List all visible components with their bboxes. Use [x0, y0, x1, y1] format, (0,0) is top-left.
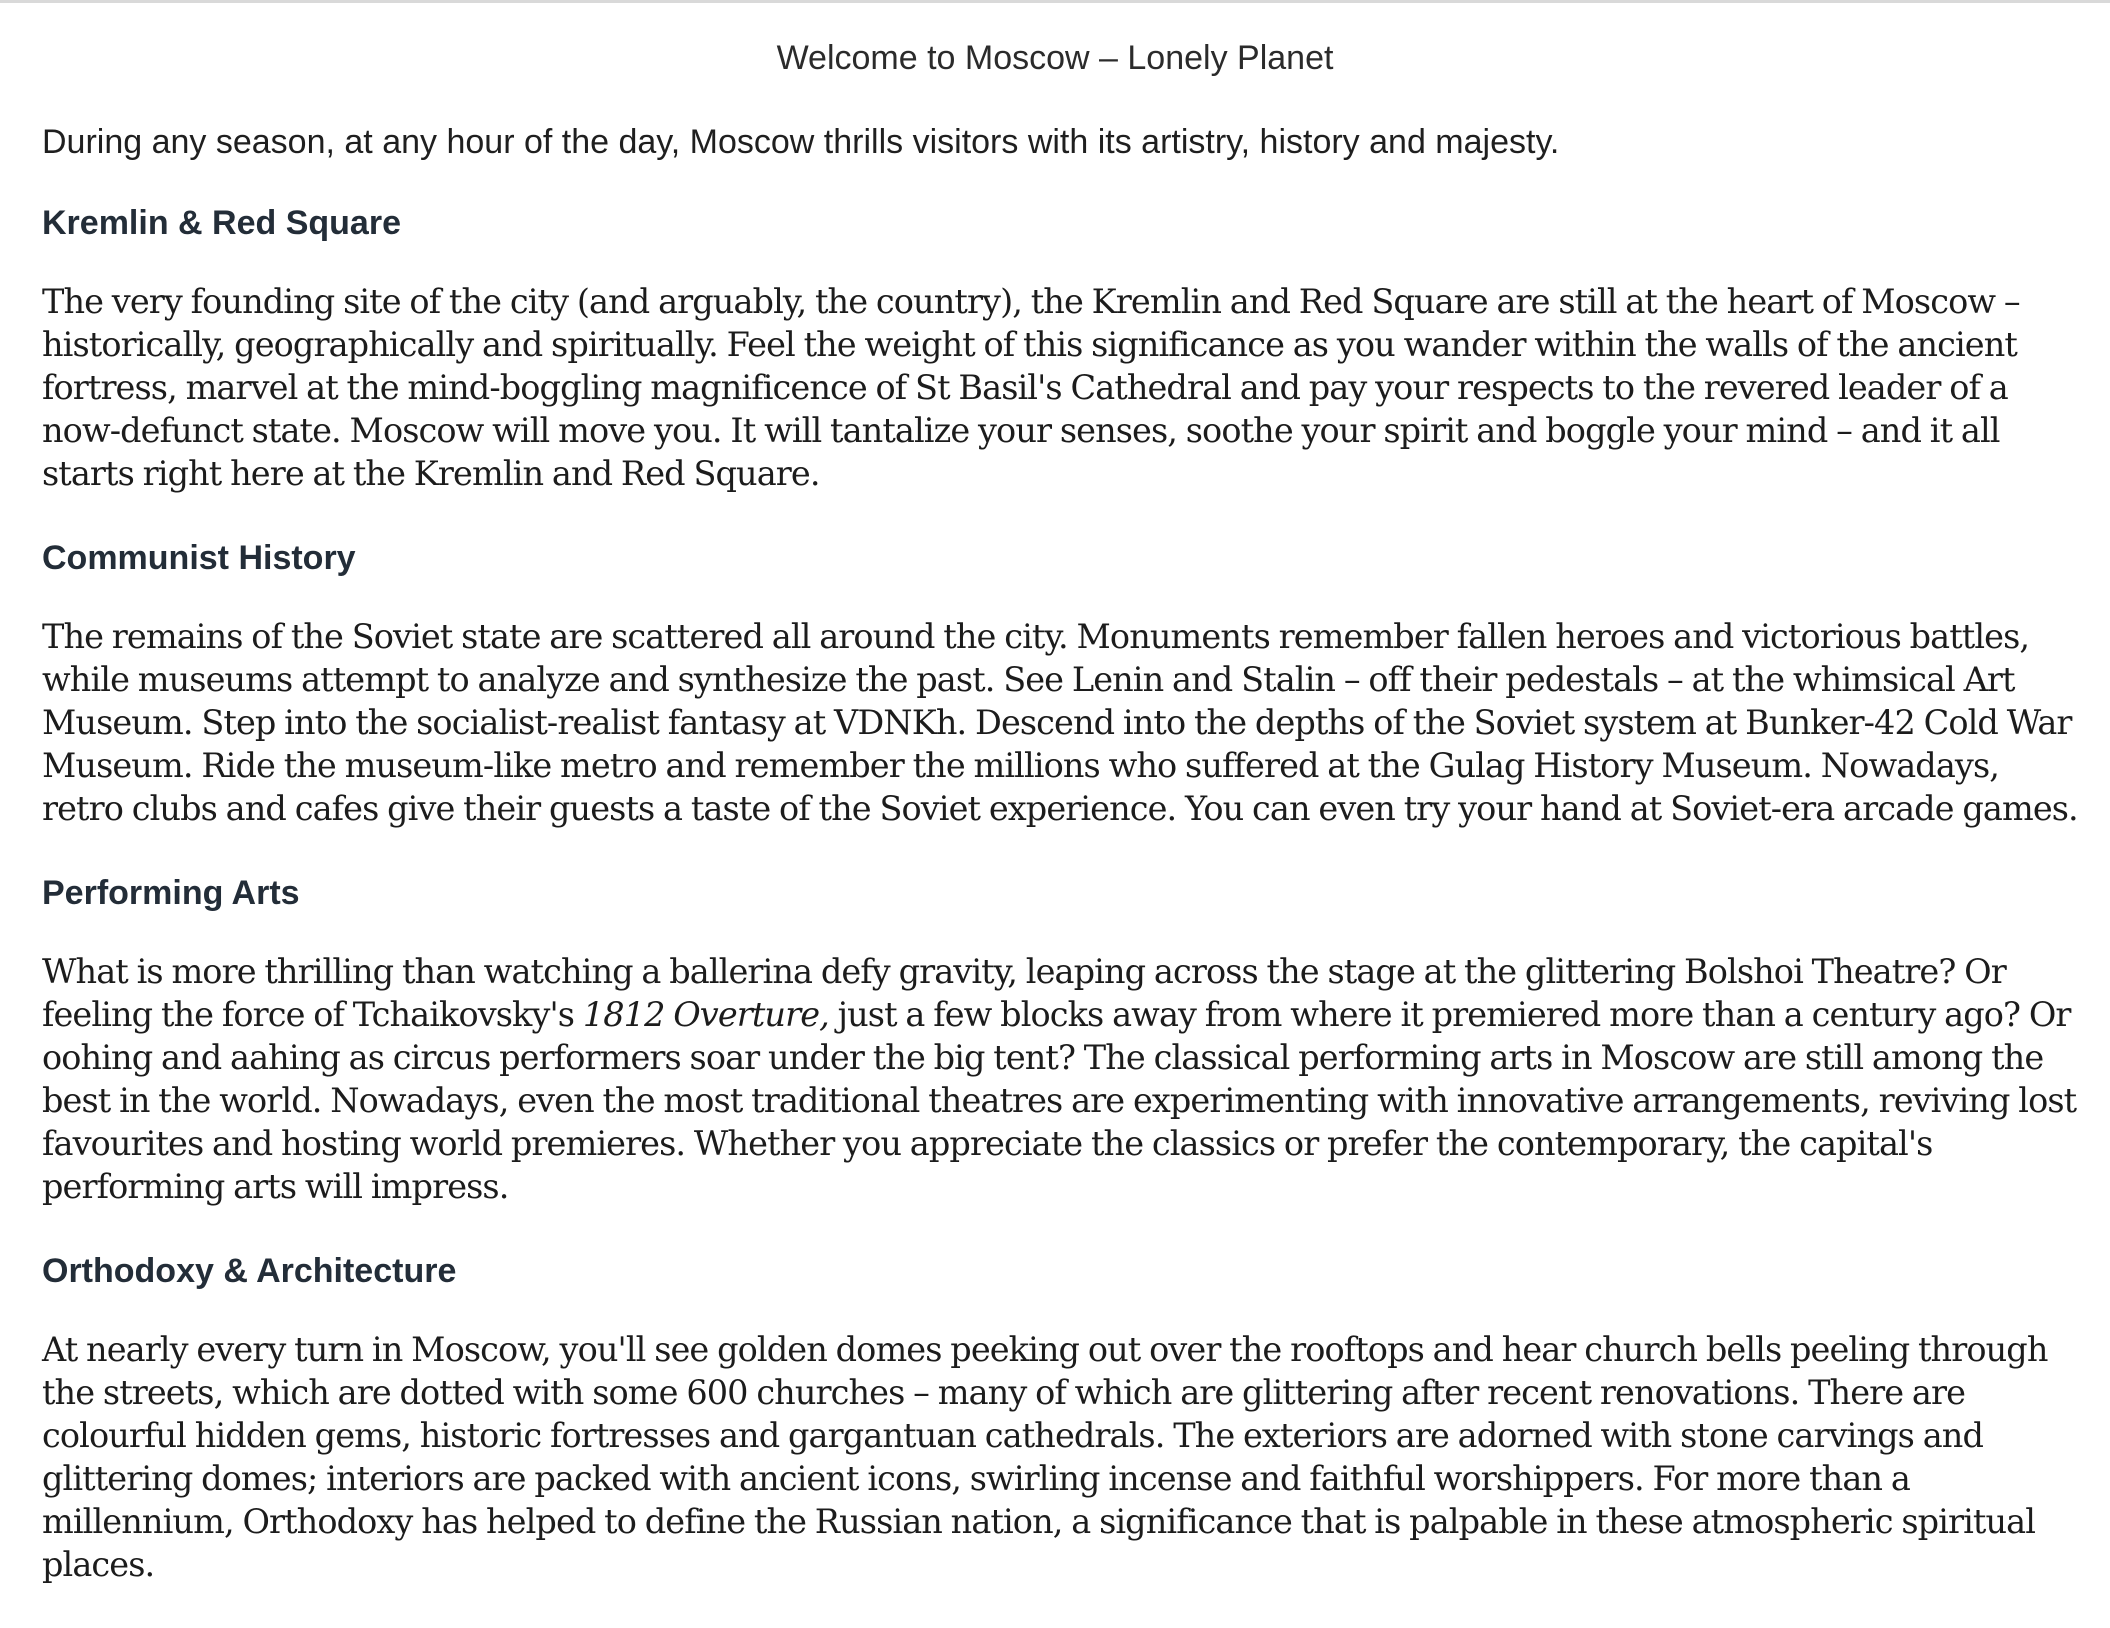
heading-performing-arts: Performing Arts — [42, 874, 300, 912]
intro-paragraph: During any season, at any hour of the day, Moscow thrills visitors with its artistry, history and majesty. — [42, 123, 1560, 161]
performing-arts-text-end: just a few blocks away from where it premiered more than a century ago? Or oohing and aahing as circus performers soar under the big tent? The classical performing arts in Moscow are still among the best in the world. Nowadays, even the most traditional theatres are experimenting with innovative arrangements, reviving lost favourites and hosting world premieres. Whether you appreciate the classics or prefer the contemporary, the capital's performing arts will impress. — [42, 995, 2077, 1206]
performing-arts-text-start: What is more thrilling than watching a ballerina defy gravity, leaping across the stage at the glittering Bolshoi Theatre? Or feeling the force of Tchaikovsky's — [42, 952, 2006, 1034]
heading-communist-history: Communist History — [42, 539, 356, 577]
article-body — [42, 120, 2082, 1628]
page-title: Welcome to Moscow – Lonely Planet — [776, 39, 1334, 77]
paragraph-kremlin-red-square: The very founding site of the city (and arguably, the country), the Kremlin and Red Square are still at the heart of Moscow – historically, geographically and spiritually. Feel the weight of this significance as you wander within the walls of the ancient fortress, marvel at the mind-boggling magnificence of St Basil's Cathedral and pay your respects to the revered leader of a now-defunct state. Moscow will move you. It will tantalize your senses, soothe your spirit and boggle your mind – and it all starts right here at the Kremlin and Red Square. — [42, 282, 2020, 493]
paragraph-orthodoxy-architecture: At nearly every turn in Moscow, you'll see golden domes peeking out over the rooftops and hear church bells peeling through the streets, which are dotted with some 600 churches – many of which are glittering after recent renovations. There are colourful hidden gems, historic fortresses and gargantuan cathedrals. The exteriors are adorned with stone carvings and glittering domes; interiors are packed with ancient icons, swirling incense and faithful worshippers. For more than a millennium, Orthodoxy has helped to define the Russian nation, a significance that is palpable in these atmospheric spiritual places. — [42, 1330, 2048, 1584]
work-title-1812-overture: 1812 Overture, — [582, 995, 829, 1034]
heading-orthodoxy-architecture: Orthodoxy & Architecture — [42, 1252, 457, 1290]
window-top-border — [0, 0, 2110, 3]
paragraph-performing-arts — [42, 950, 2082, 1208]
paragraph-communist-history: The remains of the Soviet state are scattered all around the city. Monuments remember fallen heroes and victorious battles, while museums attempt to analyze and synthesize the past. See Lenin and Stalin – off their pedestals – at the whimsical Art Museum. Step into the socialist-realist fantasy at VDNKh. Descend into the depths of the Soviet system at Bunker-42 Cold War Museum. Ride the museum-like metro and remember the millions who suffered at the Gulag History Museum. Nowadays, retro clubs and cafes give their guests a taste of the Soviet experience. You can even try your hand at Soviet-era arcade games. — [42, 617, 2078, 828]
heading-kremlin-red-square: Kremlin & Red Square — [42, 204, 401, 242]
